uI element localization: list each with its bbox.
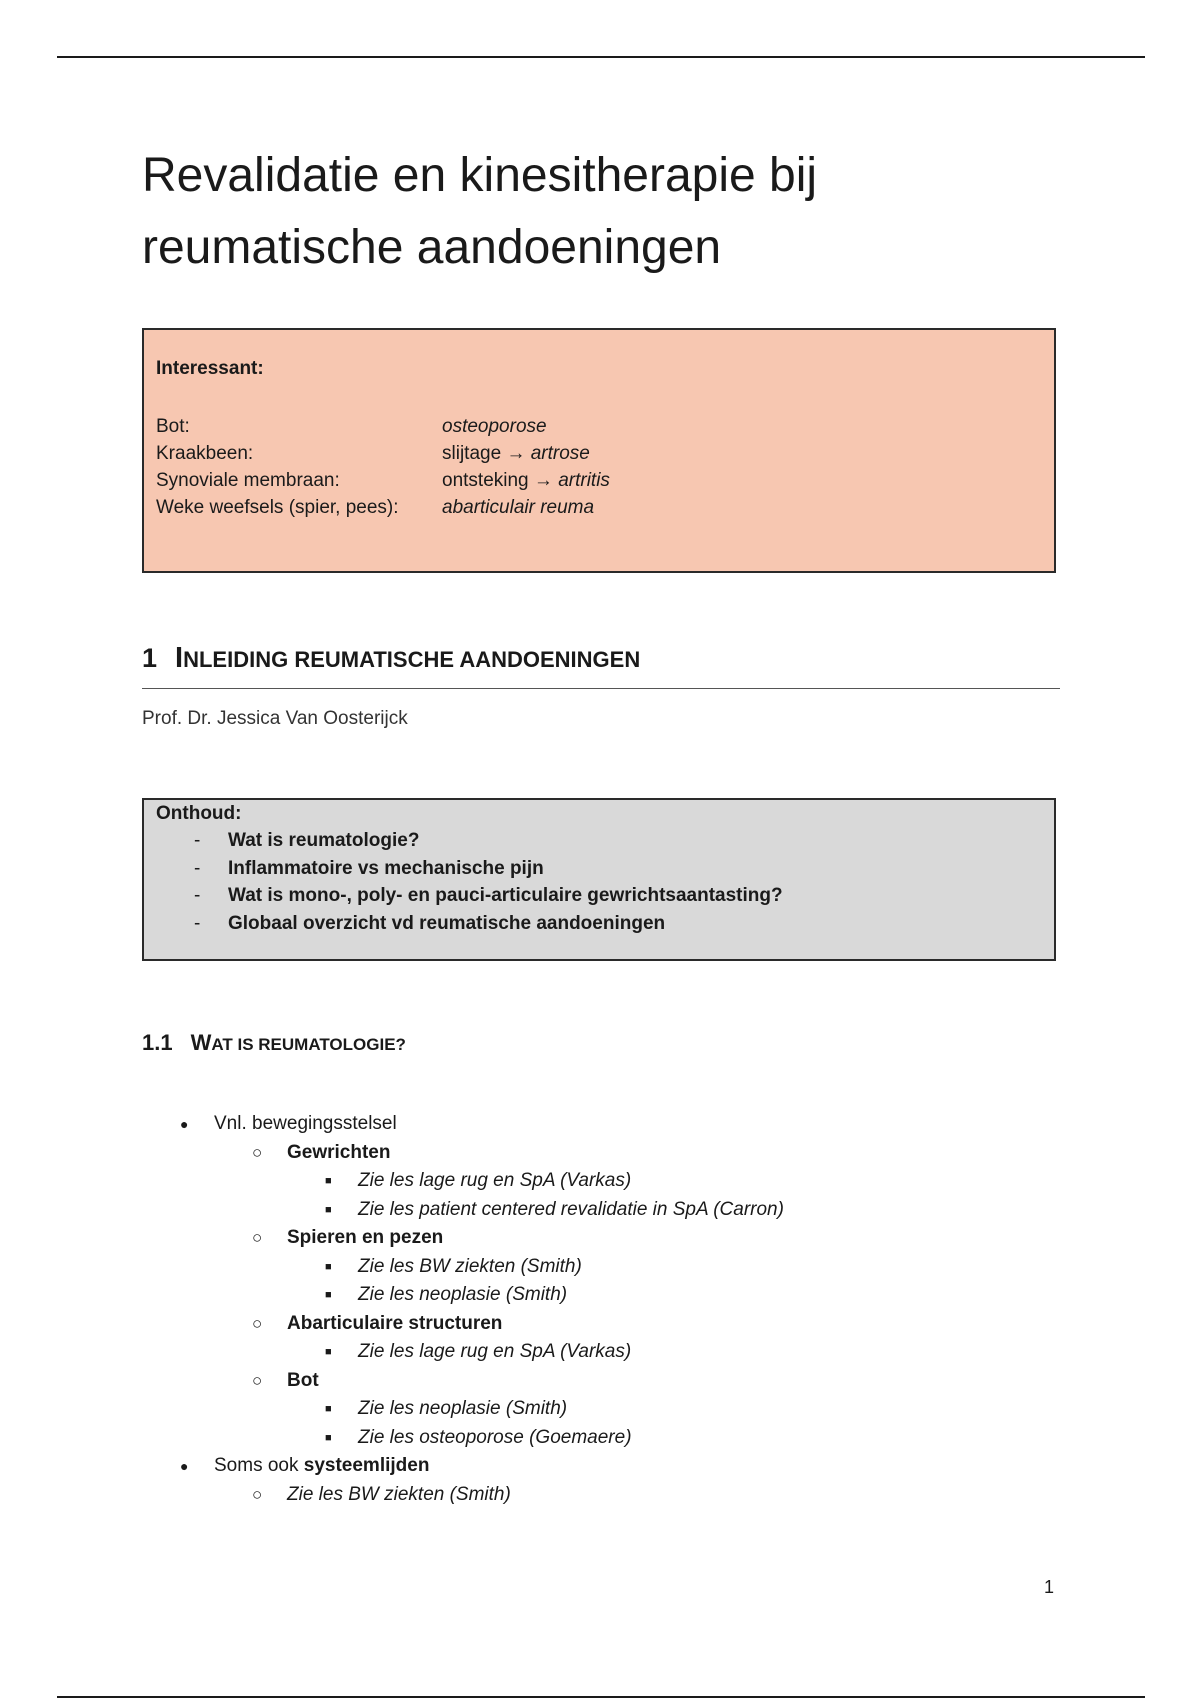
row-value	[442, 440, 590, 467]
interesting-list	[156, 413, 610, 521]
section-number: 1.1	[142, 1030, 173, 1055]
list-item-text	[214, 1452, 429, 1480]
list-item	[0, 1196, 1200, 1225]
list-item-text: Zie les BW ziekten (Smith)	[287, 1483, 511, 1505]
list-item-text: Zie les lage rug en SpA (Varkas)	[358, 1341, 632, 1362]
list-item-text: Gewrichten	[287, 1141, 391, 1163]
list-item-text: Zie les lage rug en SpA (Varkas)	[358, 1170, 632, 1191]
list-item-text-bold: systeemlijden	[303, 1455, 430, 1476]
document-title: Revalidatie en kinesitherapie bij reumatische aandoeningen	[142, 149, 818, 274]
bullet-icon: ●	[180, 1116, 189, 1132]
list-item-text: Spieren en pezen	[287, 1227, 444, 1248]
row-value-italic: abarticulair reuma	[442, 497, 595, 518]
row-value-plain: ontsteking	[442, 470, 529, 491]
list-item-text: Zie les osteoporose (Goemaere)	[358, 1426, 632, 1448]
list-item	[0, 1224, 1200, 1253]
arrow-icon: →	[506, 443, 526, 464]
list-item	[0, 1281, 1200, 1310]
list-item	[0, 1395, 1200, 1424]
circle-bullet-icon: ○	[252, 1370, 263, 1390]
row-value	[442, 467, 610, 494]
section-title-rest: AT IS REUMATOLOGIE?	[211, 1035, 406, 1054]
interesting-row	[156, 413, 610, 440]
list-item	[0, 1481, 1200, 1510]
circle-bullet-icon: ○	[252, 1313, 263, 1333]
list-item: - Wat is mono-, poly- en pauci-articulaire gewrichtsaantasting?	[144, 882, 783, 910]
row-value	[442, 494, 594, 521]
list-item	[0, 1253, 1200, 1282]
square-bullet-icon: ■	[325, 1289, 332, 1301]
row-key: Bot:	[156, 416, 190, 437]
list-item	[0, 1310, 1200, 1339]
list-item: - Inflammatoire vs mechanische pijn	[144, 855, 783, 883]
bullet-icon: ●	[180, 1458, 189, 1474]
page-number: 1	[1044, 1577, 1055, 1597]
list-item: - Globaal overzicht vd reumatische aandoeningen	[144, 910, 783, 938]
list-item-text: Zie les patient centered revalidatie in SpA (Carron)	[358, 1198, 784, 1220]
square-bullet-icon: ■	[325, 1403, 332, 1415]
list-item-text: Zie les neoplasie (Smith)	[358, 1284, 568, 1305]
interesting-row	[156, 440, 610, 467]
list-item	[0, 1110, 1200, 1139]
list-item	[0, 1424, 1200, 1453]
row-value-italic: artritis	[558, 470, 610, 491]
list-item	[0, 1367, 1200, 1396]
square-bullet-icon: ■	[325, 1346, 332, 1358]
circle-bullet-icon: ○	[252, 1228, 263, 1247]
interesting-row	[156, 467, 610, 494]
footer-rule	[57, 1696, 1145, 1698]
section-title-initial: I	[175, 642, 184, 674]
list-item-text: Bot	[287, 1369, 319, 1391]
list-item: - Wat is reumatologie?	[144, 827, 783, 855]
list-item	[0, 1167, 1200, 1196]
square-bullet-icon: ■	[325, 1175, 332, 1187]
outline-list	[0, 1110, 1200, 1509]
remember-box	[142, 798, 1056, 961]
row-value-italic: osteoporose	[442, 416, 547, 437]
square-bullet-icon: ■	[325, 1431, 332, 1444]
row-value	[442, 413, 547, 440]
interesting-heading: Interessant:	[156, 358, 264, 379]
list-item-text: Abarticulaire structuren	[287, 1312, 503, 1334]
arrow-icon: →	[533, 470, 553, 491]
section-title-rest: NLEIDING REUMATISCHE AANDOENINGEN	[183, 647, 641, 672]
remember-list	[144, 827, 783, 937]
section-1-heading	[142, 642, 1060, 689]
list-item	[0, 1338, 1200, 1367]
list-item-text: Zie les BW ziekten (Smith)	[358, 1255, 582, 1277]
list-item-text-plain: Soms ook	[214, 1455, 299, 1476]
list-item-text: Vnl. bewegingsstelsel	[214, 1113, 397, 1134]
header-rule	[57, 56, 1145, 58]
list-item	[0, 1139, 1200, 1168]
interesting-row	[156, 494, 610, 521]
author-line: Prof. Dr. Jessica Van Oosterijck	[142, 708, 408, 729]
section-number: 1	[142, 643, 158, 673]
list-item	[0, 1452, 1200, 1481]
interesting-box	[142, 328, 1056, 573]
section-title-initial: W	[190, 1030, 212, 1055]
row-value-plain: slijtage	[442, 443, 502, 464]
row-value-italic: artrose	[530, 443, 590, 464]
remember-heading: Onthoud:	[156, 803, 242, 824]
circle-bullet-icon: ○	[252, 1484, 263, 1504]
square-bullet-icon: ■	[325, 1203, 332, 1216]
square-bullet-icon: ■	[325, 1260, 332, 1273]
section-1-1-heading	[142, 1030, 406, 1056]
row-key: Synoviale membraan:	[156, 470, 340, 491]
row-key: Kraakbeen:	[156, 443, 254, 464]
list-item-text: Zie les neoplasie (Smith)	[358, 1398, 568, 1419]
row-key: Weke weefsels (spier, pees):	[156, 497, 399, 518]
circle-bullet-icon: ○	[252, 1142, 263, 1162]
